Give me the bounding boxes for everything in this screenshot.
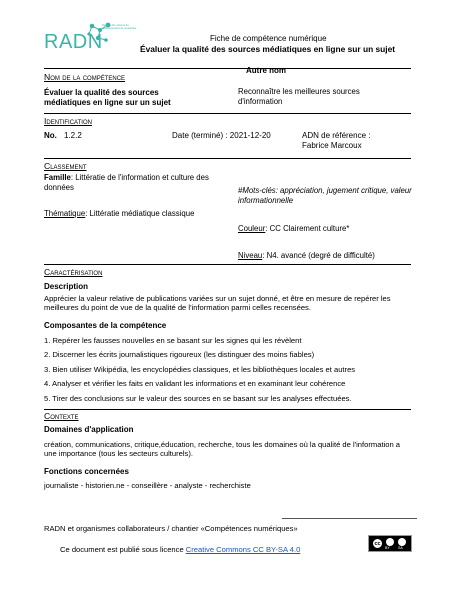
fonctions-label: Fonctions concernées [44, 467, 129, 476]
niveau [238, 251, 375, 261]
section-rule [44, 68, 411, 69]
couleur-label: Couleur [238, 224, 266, 233]
date-completed: Date (terminé) : 2021-12-20 [172, 131, 271, 140]
by-icon [386, 538, 394, 546]
list-item: 5. Tirer des conclusions sur le valeur des sources en se basant sur les analyses effectuées. [44, 393, 352, 403]
competence-name: Évaluer la qualité des sources médiatiques en ligne sur un sujet [44, 88, 171, 107]
composantes-label: Composantes de la compétence [44, 321, 167, 330]
other-name-label: Autre nom [246, 66, 286, 75]
number-value: 1.2.2 [64, 131, 82, 140]
section-heading-contexte: Contexte [44, 411, 79, 421]
document-title: Évaluer la qualité des sources médiatiques en ligne sur un sujet [140, 44, 396, 54]
other-name-value: Reconnaître les meilleures sources d'information [238, 87, 360, 106]
famille [44, 173, 224, 192]
logo-tagline: Réseau des acteurs du développement du numérique [102, 24, 137, 31]
list-item: 4. Analyser et vérifier les faits en validant les informations et en examinant leur cohérence [44, 379, 346, 389]
couleur [238, 224, 349, 234]
cc-icon [372, 538, 383, 549]
thematique-label: Thématique [44, 209, 86, 218]
footer-credits: RADN et organismes collaborateurs / chantier «Compétences numériques» [44, 524, 298, 533]
list-item: 2. Discerner les écrits journalistiques rigoureux (les distinguer des moins fiables) [44, 350, 315, 360]
list-item: 3. Bien utiliser Wikipédia, les encyclopédies classiques, et les bibliothèques locales et autres [44, 364, 356, 374]
famille-label: Famille [44, 173, 71, 182]
cc-label: cc [374, 541, 381, 547]
logo-text: RADN [44, 31, 103, 53]
number-label: No. [44, 131, 57, 140]
document-subtitle: Fiche de compétence numérique [210, 34, 327, 43]
by-label: BY [385, 546, 390, 550]
description-label: Description [44, 282, 89, 291]
reference-adn: ADN de référence : Fabrice Marcoux [302, 131, 371, 150]
couleur-value: : CC Clairement culture* [265, 224, 350, 233]
section-heading-classement: Classement [44, 161, 87, 171]
niveau-value: : N4. avancé (degré de difficulté) [262, 251, 375, 260]
sa-label: SA [398, 546, 403, 550]
niveau-label: Niveau [238, 251, 263, 260]
footer-rule [282, 518, 417, 519]
fonctions-text: journaliste - historien.ne - conseillère - analyste - recherchiste [44, 481, 251, 490]
composantes-list [44, 336, 424, 408]
cc-by-sa-badge[interactable] [368, 535, 412, 552]
section-rule [44, 113, 411, 114]
section-rule [44, 158, 411, 159]
sa-icon [398, 538, 406, 546]
domaines-text: création, communications, critique,éducation, recherche, tous les domaines où la qualité de l'information a une importance (tous les secteurs culturels). [44, 440, 401, 459]
thematique-value: : Littératie médiatique classique [85, 209, 195, 218]
description-text: Apprécier la valeur relative de publications variées sur un sujet donné, et être en mesure de repérer les meilleures du point de vue de la qualité de l'information parmi celles recensées. [44, 294, 391, 313]
section-heading-caracterisation: Caractérisation [44, 267, 103, 277]
section-heading-identification: Identification [44, 116, 92, 126]
list-item: 1. Repérer les fausses nouvelles en se basant sur les signes qui les révèlent [44, 336, 302, 345]
famille-value: : Littératie de l'information et culture des données [44, 173, 209, 192]
section-rule [44, 264, 411, 265]
section-rule [44, 409, 411, 410]
license-link[interactable]: Creative Commons CC BY-SA 4.0 [185, 545, 301, 554]
keywords: #Mots-clés: appréciation, jugement critique, valeur informationnelle [238, 186, 412, 205]
section-heading-nom: Nom de la compétence [44, 72, 126, 82]
license-prefix: Ce document est publié sous licence [60, 545, 186, 554]
logo [44, 24, 137, 53]
thematique [44, 209, 194, 219]
domaines-label: Domaines d'application [44, 425, 134, 434]
footer-license [60, 545, 300, 554]
